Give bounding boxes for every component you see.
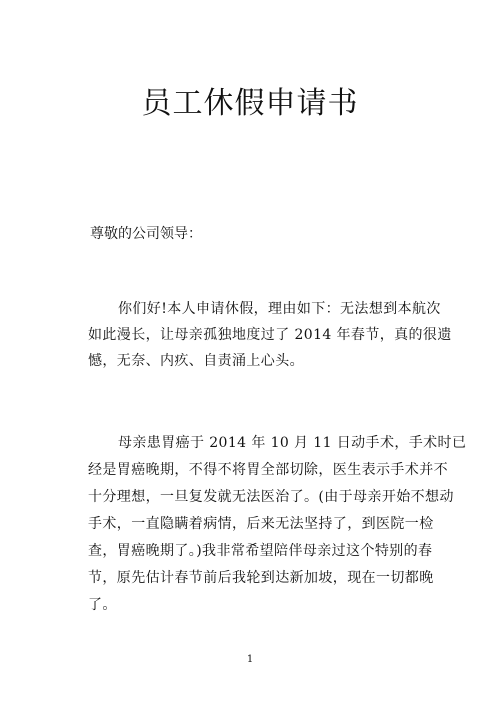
- paragraph-details: [88, 430, 467, 619]
- document-title: 员工休假申请书: [141, 86, 359, 121]
- paragraph-line: 母亲患胃癌于 2014 年 10 月 11 日动手术，手术时已: [118, 435, 467, 451]
- paragraph-line: 你们好!本人申请休假，理由如下：无法想到本航次: [118, 301, 441, 317]
- paragraph-line: 节，原先估计春节前后我轮到达新加坡，现在一切都晚: [88, 570, 434, 586]
- salutation: 尊敬的公司领导：: [90, 226, 202, 242]
- paragraph-line: 十分理想，一旦复发就无法医治了。(由于母亲开始不想动: [88, 489, 454, 505]
- paragraph-line: 查，胃癌晚期了。)我非常希望陪伴母亲过这个特别的春: [88, 543, 433, 559]
- paragraph-reason: [88, 296, 452, 374]
- paragraph-line: 手术，一直隐瞒着病情，后来无法坚持了，到医院一检: [88, 516, 434, 532]
- paragraph-line: 憾，无奈、内疚、自责涌上心头。: [88, 353, 304, 369]
- paragraph-line: 如此漫长，让母亲孤独地度过了 2014 年春节，真的很遗: [88, 327, 452, 343]
- paragraph-line: 经是胃癌晚期，不得不将胃全部切除，医生表示手术并不: [88, 462, 448, 478]
- page-number: 1: [246, 654, 254, 665]
- paragraph-line: 了。: [88, 597, 117, 613]
